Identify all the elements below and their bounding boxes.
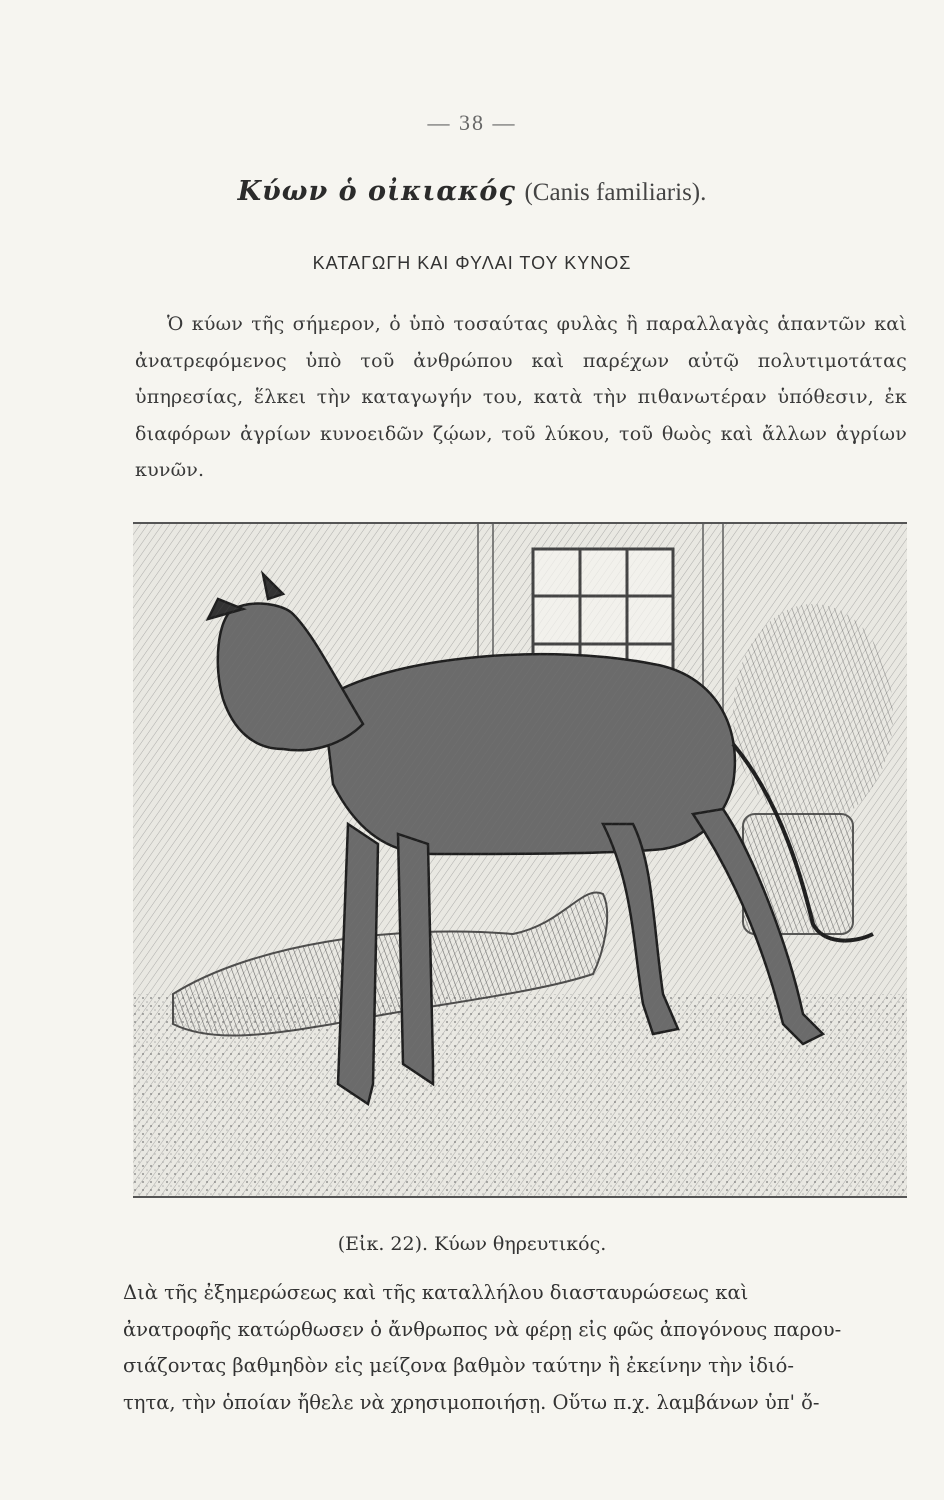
title-latin: (Canis familiaris). [524, 179, 707, 206]
section-heading: ΚΑΤΑΓΩΓΗ ΚΑΙ ΦΥΛΑΙ ΤΟΥ ΚΥΝΟΣ [312, 253, 632, 273]
dog-engraving-figure [133, 522, 907, 1198]
second-paragraph [123, 1275, 907, 1421]
paragraph2-line: ἀνατροφῆς κατώρθωσεν ὁ ἄνθρωπος νὰ φέρῃ εἰς φῶς ἀπογόνους παρου- [123, 1317, 842, 1341]
intro-paragraph: Ὁ κύων τῆς σήμερον, ὁ ὑπὸ τοσαύτας φυλὰς ἢ παραλλαγὰς ἁπαντῶν καὶ ἀνατρεφόμενος ὑπὸ τοῦ ἀνθρώπου καὶ παρέχων αὐτῷ πολυτιμοτάτας ὑπηρεσίας, ἕλκει τὴν καταγωγήν του, κατὰ τὴν πιθανωτέραν ὑπόθεσιν, ἐκ διαφόρων ἀγρίων κυνοειδῶν ζῴων, τοῦ λύκου, τοῦ θωὸς καὶ ἄλλων ἀγρίων κυνῶν. [135, 313, 907, 481]
paragraph2-line: τητα, τὴν ὁποίαν ἤθελε νὰ χρησιμοποιήσῃ. Οὕτω π.χ. λαμβάνων ὑπ' ὄ- [123, 1390, 820, 1414]
dog-engraving-illustration [133, 524, 907, 1196]
page-number: — 38 — [427, 110, 517, 135]
paragraph2-line: Διὰ τῆς ἐξημερώσεως καὶ τῆς καταλλήλου διασταυρώσεως καὶ [123, 1281, 749, 1304]
title-greek: Κύων ὁ οἰκιακός [237, 176, 516, 207]
figure-caption: (Εἰκ. 22). Κύων θηρευτικός. [337, 1233, 607, 1255]
page-title [0, 176, 944, 207]
paragraph2-line: σιάζοντας βαθμηδὸν εἰς μείζονα βαθμὸν ταύτην ἢ ἐκείνην τὴν ἰδιό- [123, 1354, 794, 1377]
